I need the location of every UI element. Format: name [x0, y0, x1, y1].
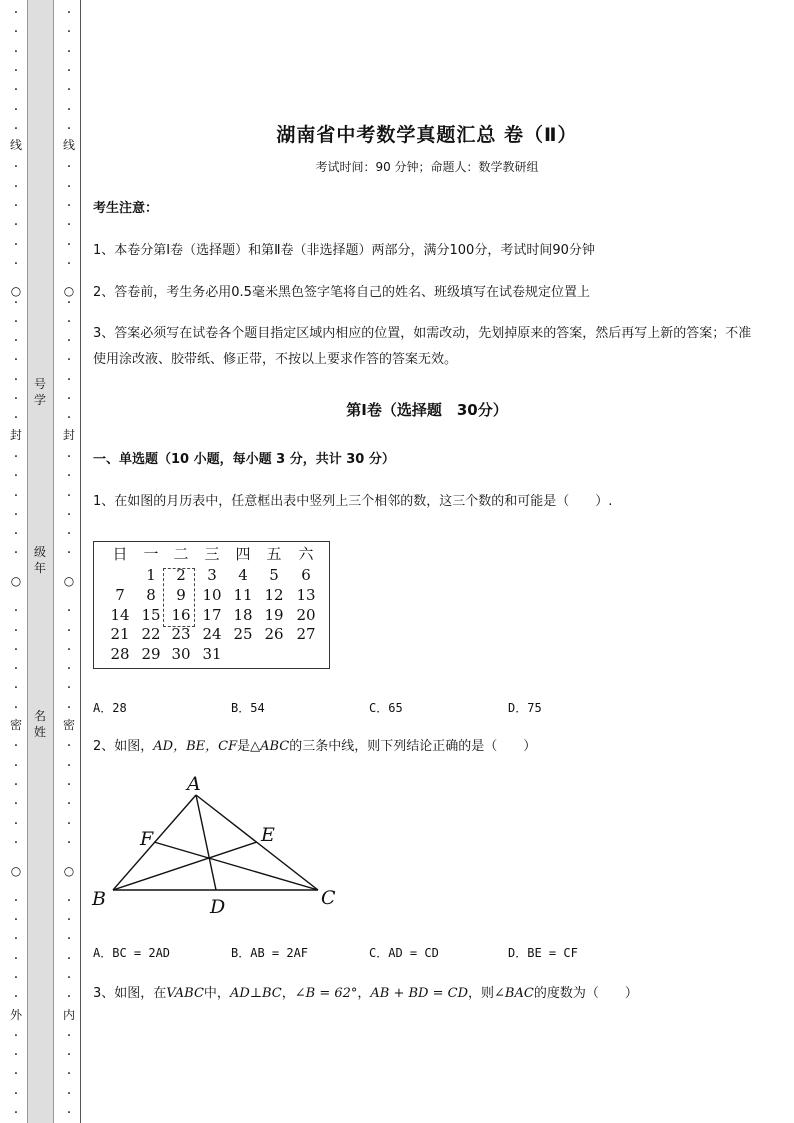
part-heading: 一、单选题（10 小题，每小题 3 分，共计 30 分）: [93, 452, 395, 467]
outer-seal-dot: ·: [13, 121, 19, 137]
outer-seal-dot: ·: [13, 159, 19, 175]
q3-condition-perpendicular: AD⊥BC: [229, 986, 282, 1001]
inner-seal-dot: ·: [66, 44, 72, 60]
notice-item-2: 2、答卷前，考生务必用0.5毫米黑色签字笔将自己的姓名、班级填写在试卷规定位置上: [93, 285, 590, 300]
outer-seal-dot: ·: [13, 777, 19, 793]
q2-option-d[interactable]: D．BE = CF: [508, 946, 578, 960]
calendar-day: 14: [110, 606, 130, 624]
q2-option-c[interactable]: C．AD = CD: [369, 946, 439, 960]
calendar-day: 29: [141, 645, 161, 663]
median-ad: [196, 795, 216, 890]
inner-seal-dot: ·: [66, 5, 72, 21]
q2-option-b[interactable]: B．AB = 2AF: [231, 946, 309, 960]
outer-seal-dot: ·: [13, 410, 19, 426]
section-title: 第Ⅰ卷（选择题 30分）: [346, 401, 508, 419]
inner-seal-dot: ·: [66, 545, 72, 561]
inner-seal-dot: ·: [66, 835, 72, 851]
outer-seal-dot: ·: [13, 738, 19, 754]
outer-seal-dot: ·: [13, 1047, 19, 1063]
outer-seal-dot: ·: [13, 545, 19, 561]
calendar-weekday: 日: [112, 545, 128, 563]
outer-seal-dot: ·: [13, 661, 19, 677]
outer-seal-dot: ·: [13, 893, 19, 909]
vertex-label-a: A: [187, 775, 201, 795]
outer-seal-label-1: 封: [9, 428, 22, 442]
outer-seal-dot: ·: [13, 198, 19, 214]
q3-sep1: ，: [281, 986, 295, 1001]
inner-seal-dot: ·: [66, 526, 72, 542]
calendar-day: 17: [202, 606, 222, 624]
q3-text-suffix: 的度数为（ ）: [533, 986, 638, 1001]
inner-seal-dot: ·: [66, 1086, 72, 1102]
q3-triangle: VABC: [166, 986, 204, 1001]
inner-seal-circle-0: ○: [63, 284, 75, 298]
outer-seal-dot: ·: [13, 970, 19, 986]
notice-item-1: 1、本卷分第Ⅰ卷（选择题）和第Ⅱ卷（非选择题）两部分，满分100分，考试时间90分钟: [93, 243, 595, 258]
outer-seal-dot: ·: [13, 295, 19, 311]
inner-seal-dot: ·: [66, 1028, 72, 1044]
inner-seal-dot: ·: [66, 758, 72, 774]
calendar-day: 20: [296, 606, 316, 624]
q3-condition-angle-b: ∠B = 62°: [294, 986, 358, 1001]
q3-angle-bac: ∠BAC: [494, 986, 534, 1001]
outer-seal-dot: ·: [13, 1105, 19, 1121]
calendar-day: 3: [207, 566, 217, 584]
inner-seal-dot: ·: [66, 738, 72, 754]
outer-seal-dot: ·: [13, 314, 19, 330]
calendar-day: 11: [233, 586, 253, 604]
inner-seal-dot: ·: [66, 816, 72, 832]
calendar-day: 30: [171, 645, 191, 663]
outer-seal-dot: ·: [13, 1028, 19, 1044]
calendar-day: 10: [202, 586, 222, 604]
outer-seal-dot: ·: [13, 488, 19, 504]
calendar-day: 15: [141, 606, 161, 624]
outer-seal-dot: ·: [13, 82, 19, 98]
outer-seal-dot: ·: [13, 449, 19, 465]
calendar-day: 25: [233, 625, 253, 643]
notice-item-3: 3、答案必须写在试卷各个题目指定区域内相应的位置，如需改动，先划掉原来的答案，然后再写上新的答案；不准使用涂改液、胶带纸、修正带，不按以上要求作答的答案无效。: [93, 326, 752, 367]
calendar-day: 9: [176, 586, 186, 604]
inner-seal-circle-2: ○: [63, 864, 75, 878]
outer-seal-circle-0: ○: [10, 284, 22, 298]
calendar-day: 31: [202, 645, 222, 663]
calendar-weekday: 四: [235, 545, 251, 563]
notice-heading: 考生注意：: [93, 201, 159, 216]
calendar-day: 18: [233, 606, 253, 624]
q3-condition-sum: AB + BD = CD: [370, 986, 469, 1001]
field-label-name: [30, 708, 50, 740]
calendar-day: 7: [115, 586, 125, 604]
outer-seal-dot: ·: [13, 468, 19, 484]
q3-text-mid2: ，则: [468, 986, 495, 1001]
outer-seal-dot: ·: [13, 391, 19, 407]
q2-text-prefix: 2、如图，: [93, 739, 154, 754]
inner-seal-dot: ·: [66, 24, 72, 40]
question-2-text: [93, 734, 753, 760]
inner-seal-dot: ·: [66, 372, 72, 388]
inner-seal-dot: ·: [66, 680, 72, 696]
vertex-label-c: C: [321, 887, 336, 909]
inner-seal-dot: ·: [66, 507, 72, 523]
outer-seal-dot: ·: [13, 989, 19, 1005]
inner-seal-dot: ·: [66, 391, 72, 407]
outer-seal-dot: ·: [13, 912, 19, 928]
outer-seal-dot: ·: [13, 931, 19, 947]
q2-triangle-name: ABC: [260, 739, 290, 754]
q1-option-c[interactable]: C．65: [369, 701, 403, 715]
outer-seal-dot: ·: [13, 700, 19, 716]
outer-seal-label-3: 外: [9, 1008, 22, 1022]
inner-seal-dot: ·: [66, 989, 72, 1005]
inner-seal-circle-1: ○: [63, 574, 75, 588]
point-label-e: E: [261, 824, 275, 846]
outer-seal-circle-1: ○: [10, 574, 22, 588]
calendar-day: 26: [264, 625, 284, 643]
outer-seal-dot: ·: [13, 796, 19, 812]
outer-seal-dot: ·: [13, 372, 19, 388]
inner-seal-dot: ·: [66, 449, 72, 465]
calendar-weekday: 三: [204, 545, 220, 563]
outer-seal-dot: ·: [13, 44, 19, 60]
inner-seal-dot: ·: [66, 352, 72, 368]
calendar-weekday: 六: [298, 545, 314, 563]
triangle-figure: [88, 775, 348, 920]
inner-seal-dot: ·: [66, 82, 72, 98]
outer-seal-dot: ·: [13, 333, 19, 349]
outer-seal-dot: ·: [13, 237, 19, 253]
calendar-day: 23: [171, 625, 191, 643]
outer-seal-dot: ·: [13, 623, 19, 639]
field-label-text: 号学: [33, 377, 46, 407]
calendar-day: 27: [296, 625, 316, 643]
calendar-day: 2: [176, 566, 186, 584]
outer-seal-dot: ·: [13, 835, 19, 851]
q1-option-d[interactable]: D．75: [508, 701, 542, 715]
outer-seal-dot: ·: [13, 816, 19, 832]
outer-seal-dot: ·: [13, 217, 19, 233]
calendar-day: 16: [171, 606, 191, 624]
field-label-grade: [30, 544, 50, 576]
calendar-day: 21: [110, 625, 130, 643]
inner-seal-dot: ·: [66, 623, 72, 639]
outer-seal-label-0: 线: [9, 138, 22, 152]
q3-text-mid1: 中，: [203, 986, 230, 1001]
inner-seal-dot: ·: [66, 931, 72, 947]
outer-seal-label-2: 密: [9, 718, 22, 732]
calendar-day: 22: [141, 625, 161, 643]
q1-option-a[interactable]: A．28: [93, 701, 127, 715]
inner-seal-dot: ·: [66, 102, 72, 118]
inner-seal-dot: ·: [66, 970, 72, 986]
q3-text-prefix: 3、如图，在: [93, 986, 167, 1001]
inner-seal-dot: ·: [66, 796, 72, 812]
point-label-f: F: [140, 828, 154, 850]
outer-seal-column: [6, 0, 26, 1123]
q2-median-names: AD，BE，CF: [153, 739, 238, 754]
inner-seal-label-1: 封: [62, 428, 75, 442]
question-1-text: 1、在如图的月历表中，任意框出表中竖列上三个相邻的数，这三个数的和可能是（ ）.: [93, 494, 613, 509]
outer-seal-dot: ·: [13, 5, 19, 21]
outer-seal-dot: ·: [13, 603, 19, 619]
outer-seal-dot: ·: [13, 758, 19, 774]
binding-margin-line: [80, 0, 81, 1123]
inner-seal-label-0: 线: [62, 138, 75, 152]
q2-option-a[interactable]: A．BC = 2AD: [93, 946, 171, 960]
inner-seal-dot: ·: [66, 63, 72, 79]
calendar-day: 24: [202, 625, 222, 643]
calendar-weekday: 一: [143, 545, 159, 563]
calendar-day: 4: [238, 566, 248, 584]
point-label-d: D: [210, 896, 226, 918]
inner-seal-dot: ·: [66, 198, 72, 214]
outer-seal-dot: ·: [13, 256, 19, 272]
calendar-day: 5: [269, 566, 279, 584]
question-3-text: [93, 981, 753, 1007]
inner-seal-dot: ·: [66, 256, 72, 272]
outer-seal-dot: ·: [13, 642, 19, 658]
inner-seal-dot: ·: [66, 237, 72, 253]
inner-seal-dot: ·: [66, 1047, 72, 1063]
inner-seal-dot: ·: [66, 951, 72, 967]
inner-seal-label-3: 内: [62, 1008, 75, 1022]
inner-seal-dot: ·: [66, 295, 72, 311]
calendar-day: 13: [296, 586, 316, 604]
inner-seal-dot: ·: [66, 468, 72, 484]
outer-seal-circle-2: ○: [10, 864, 22, 878]
outer-seal-dot: ·: [13, 1086, 19, 1102]
inner-seal-dot: ·: [66, 1066, 72, 1082]
field-label-text: 名姓: [33, 709, 46, 739]
outer-seal-dot: ·: [13, 1066, 19, 1082]
inner-seal-dot: ·: [66, 121, 72, 137]
calendar-table: [93, 541, 330, 669]
inner-seal-dot: ·: [66, 777, 72, 793]
q3-sep2: ，: [357, 986, 371, 1001]
page-title: 湖南省中考数学真题汇总 卷（Ⅱ）: [276, 124, 578, 146]
outer-seal-dot: ·: [13, 179, 19, 195]
calendar-day: 19: [264, 606, 284, 624]
field-label-student-number: [30, 376, 50, 408]
inner-seal-dot: ·: [66, 893, 72, 909]
calendar-weekday: 二: [173, 545, 189, 563]
inner-seal-dot: ·: [66, 314, 72, 330]
outer-seal-dot: ·: [13, 507, 19, 523]
outer-seal-dot: ·: [13, 24, 19, 40]
calendar-day: 28: [110, 645, 130, 663]
inner-seal-dot: ·: [66, 642, 72, 658]
q2-text-mid: 是△: [237, 739, 261, 754]
inner-seal-dot: ·: [66, 912, 72, 928]
inner-seal-dot: ·: [66, 1105, 72, 1121]
outer-seal-dot: ·: [13, 526, 19, 542]
outer-seal-dot: ·: [13, 352, 19, 368]
inner-seal-dot: ·: [66, 217, 72, 233]
inner-seal-dot: ·: [66, 179, 72, 195]
exam-subtitle: 考试时间：90 分钟；命题人：数学教研组: [315, 160, 539, 174]
calendar-weekday: 五: [266, 545, 282, 563]
inner-seal-dot: ·: [66, 159, 72, 175]
inner-seal-label-2: 密: [62, 718, 75, 732]
outer-seal-dot: ·: [13, 680, 19, 696]
inner-seal-dot: ·: [66, 700, 72, 716]
calendar-day: 1: [146, 566, 156, 584]
q2-text-suffix: 的三条中线，则下列结论正确的是（ ）: [289, 739, 537, 754]
outer-seal-dot: ·: [13, 63, 19, 79]
calendar-day: 12: [264, 586, 284, 604]
q1-option-b[interactable]: B．54: [231, 701, 265, 715]
vertex-label-b: B: [92, 888, 106, 910]
calendar-day: 8: [146, 586, 156, 604]
outer-seal-dot: ·: [13, 951, 19, 967]
calendar-day: 6: [301, 566, 311, 584]
inner-seal-dot: ·: [66, 603, 72, 619]
inner-seal-dot: ·: [66, 333, 72, 349]
inner-seal-dot: ·: [66, 410, 72, 426]
field-label-text: 级年: [33, 545, 46, 575]
inner-seal-column: [59, 0, 79, 1123]
inner-seal-dot: ·: [66, 488, 72, 504]
outer-seal-dot: ·: [13, 102, 19, 118]
inner-seal-dot: ·: [66, 661, 72, 677]
